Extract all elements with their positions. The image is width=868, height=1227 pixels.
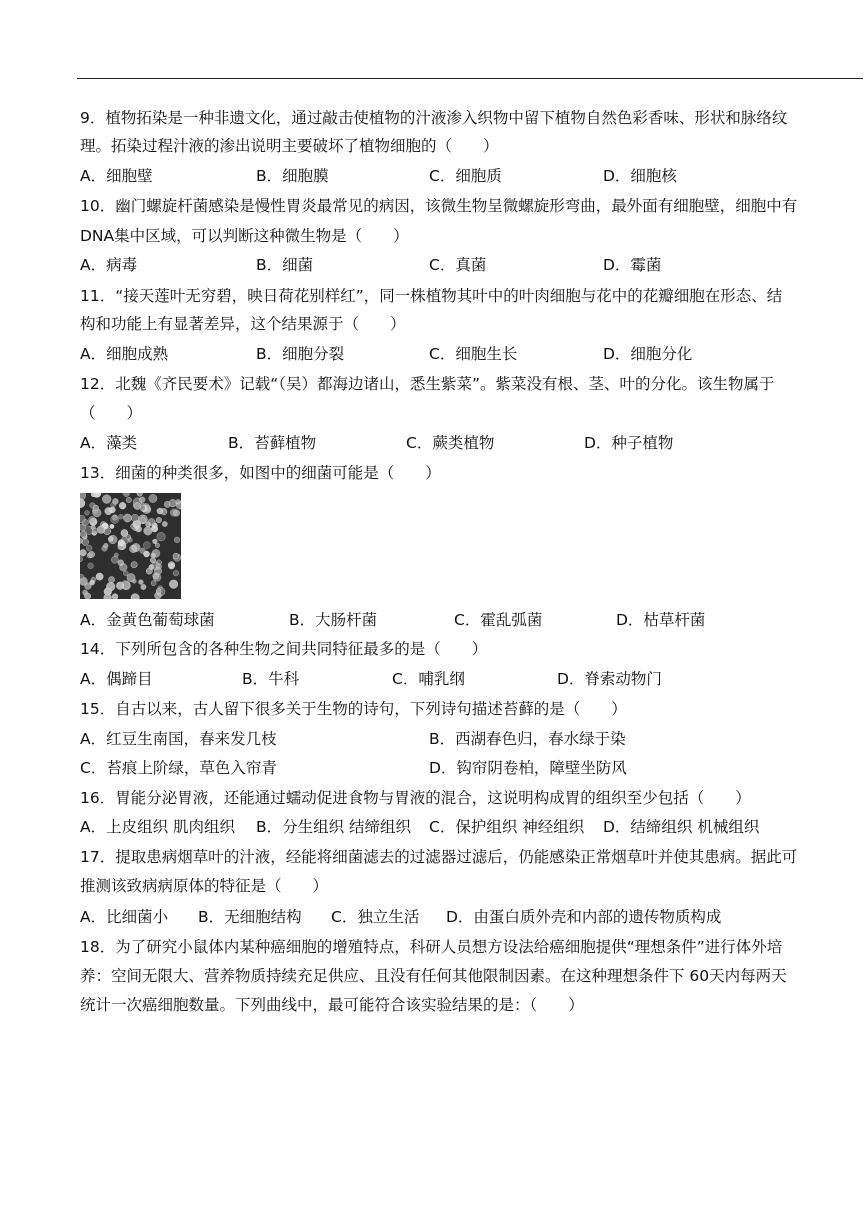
q11-option-b[interactable]: B．细胞分裂 [256, 345, 345, 363]
q15-option-c[interactable]: C．苔痕上阶绿，草色入帘青 [80, 759, 277, 777]
q17-option-a[interactable]: A．比细菌小 [80, 908, 169, 926]
q10-stem-line1: 10．幽门螺旋杆菌感染是慢性胃炎最常见的病因，该微生物呈微螺旋形弯曲，最外面有细胞壁，细胞中有 [80, 197, 798, 215]
q18-stem-line1: 18．为了研究小鼠体内某种癌细胞的增殖特点，科研人员想方设法给癌细胞提供“理想条件”进行体外培 [80, 938, 783, 956]
q16-option-d[interactable]: D．结缔组织 机械组织 [603, 818, 760, 836]
q12-option-b[interactable]: B．苔藓植物 [228, 434, 317, 452]
q10-option-d[interactable]: D．霉菌 [603, 256, 662, 274]
q15-option-b[interactable]: B．西湖春色归，春水绿于染 [429, 730, 626, 748]
q18-stem-line2: 养：空间无限大、营养物质持续充足供应、且没有任何其他限制因素。在这种理想条件下 60天内每两天 [80, 967, 787, 985]
q14-option-a[interactable]: A．偶蹄目 [80, 670, 153, 688]
q9-option-a[interactable]: A．细胞壁 [80, 167, 153, 185]
q15-stem-line1: 15．自古以来，古人留下很多关于生物的诗句，下列诗句描述苔藓的是（ ） [80, 700, 627, 718]
q14-option-d[interactable]: D．脊索动物门 [557, 670, 662, 688]
q9-option-b[interactable]: B．细胞膜 [256, 167, 329, 185]
q14-option-c[interactable]: C．哺乳纲 [392, 670, 465, 688]
header-rule [77, 78, 863, 79]
q10-option-b[interactable]: B．细菌 [256, 256, 314, 274]
q17-option-c[interactable]: C．独立生活 [331, 908, 420, 926]
q17-stem-line2: 推测该致病病原体的特征是（ ） [80, 877, 329, 895]
q10-stem-line2: DNA集中区域，可以判断这种微生物是（ ） [80, 227, 409, 245]
q9-stem-line1: 9．植物拓染是一种非遗文化，通过敲击使植物的汁液渗入织物中留下植物自然色彩香味、形状和脉络纹 [80, 109, 788, 127]
q11-stem-line2: 构和功能上有显著差异，这个结果源于（ ） [80, 315, 406, 333]
q16-option-a[interactable]: A．上皮组织 肌肉组织 [80, 818, 236, 836]
q11-option-d[interactable]: D．细胞分化 [603, 345, 693, 363]
q13-option-b[interactable]: B．大肠杆菌 [289, 611, 378, 629]
q14-option-b[interactable]: B．牛科 [242, 670, 300, 688]
q12-stem-line2: （ ） [80, 404, 143, 422]
q12-stem-line1: 12．北魏《齐民要术》记载“（吴）都海边诸山，悉生紫菜”。紫菜没有根、茎、叶的分化。该生物属于 [80, 375, 775, 393]
q13-stem-line1: 13．细菌的种类很多，如图中的细菌可能是（ ） [80, 464, 441, 482]
q14-stem-line1: 14．下列所包含的各种生物之间共同特征最多的是（ ） [80, 640, 488, 658]
q9-option-c[interactable]: C．细胞质 [429, 167, 502, 185]
q12-option-d[interactable]: D．种子植物 [584, 434, 674, 452]
q15-option-a[interactable]: A．红豆生南国，春来发几枝 [80, 730, 277, 748]
q11-stem-line1: 11．“接天莲叶无穷碧，映日荷花别样红”，同一株植物其叶中的叶肉细胞与花中的花瓣细胞在形态、结 [80, 287, 783, 305]
q18-stem-line3: 统计一次癌细胞数量。下列曲线中，最可能符合该实验结果的是：（ ） [80, 996, 584, 1014]
bacteria-micrograph [80, 493, 181, 599]
q17-option-d[interactable]: D．由蛋白质外壳和内部的遗传物质构成 [446, 908, 722, 926]
q12-option-a[interactable]: A．藻类 [80, 434, 138, 452]
q13-option-c[interactable]: C．霍乱弧菌 [454, 611, 543, 629]
q16-option-b[interactable]: B．分生组织 结缔组织 [256, 818, 412, 836]
q17-stem-line1: 17．提取患病烟草叶的汁液，经能将细菌滤去的过滤器过滤后，仍能感染正常烟草叶并使其患病。据此可 [80, 848, 798, 866]
q9-option-d[interactable]: D．细胞核 [603, 167, 677, 185]
q15-option-d[interactable]: D．钩帘阴卷柏，障壁坐防风 [429, 759, 627, 777]
q16-option-c[interactable]: C．保护组织 神经组织 [429, 818, 585, 836]
q16-stem-line1: 16．胃能分泌胃液，还能通过蠕动促进食物与胃液的混合，这说明构成胃的组织至少包括（ ） [80, 789, 751, 807]
q11-option-c[interactable]: C．细胞生长 [429, 345, 518, 363]
q11-option-a[interactable]: A．细胞成熟 [80, 345, 169, 363]
q10-option-a[interactable]: A．病毒 [80, 256, 138, 274]
q10-option-c[interactable]: C．真菌 [429, 256, 487, 274]
q17-option-b[interactable]: B．无细胞结构 [198, 908, 302, 926]
q13-option-a[interactable]: A．金黄色葡萄球菌 [80, 611, 215, 629]
q9-stem-line2: 理。拓染过程汁液的渗出说明主要破坏了植物细胞的（ ） [80, 137, 499, 155]
q13-option-d[interactable]: D．枯草杆菌 [616, 611, 706, 629]
q12-option-c[interactable]: C．蕨类植物 [406, 434, 495, 452]
